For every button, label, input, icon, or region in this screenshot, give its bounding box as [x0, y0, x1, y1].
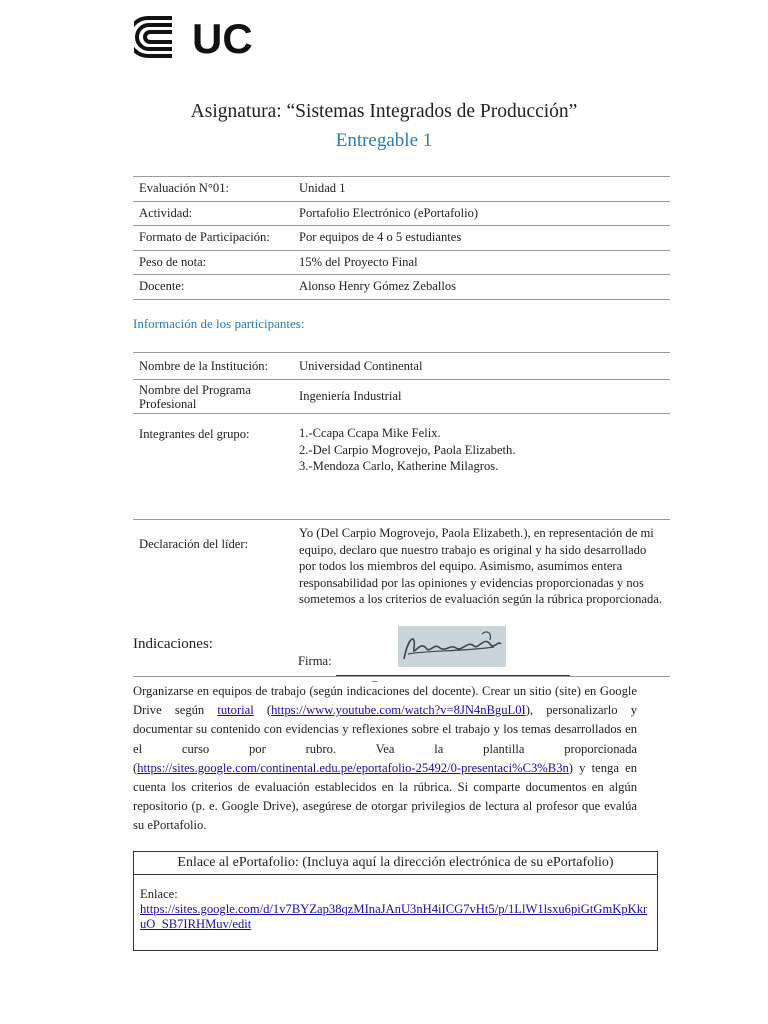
participants-table	[133, 352, 670, 643]
indications-text	[133, 682, 637, 836]
uc-logo	[134, 16, 264, 58]
link-box-body	[134, 875, 657, 932]
firma-label: Firma:	[298, 654, 332, 668]
logo-text: UC	[192, 16, 253, 58]
row-value: Portafolio Electrónico (ePortafolio)	[293, 201, 670, 226]
table-row	[133, 353, 670, 380]
institution-label: Nombre de la Institución:	[133, 353, 293, 380]
row-value: 15% del Proyecto Final	[293, 250, 670, 275]
table-row	[133, 414, 670, 520]
link-label: Enlace:	[140, 887, 178, 901]
leader-label: Declaración del líder:	[133, 520, 293, 644]
program-label	[133, 380, 293, 414]
signature-dash: _	[372, 671, 378, 683]
row-label: Evaluación N°01:	[133, 177, 293, 202]
indications-label: Indicaciones:	[133, 636, 213, 652]
table-row	[133, 201, 670, 226]
row-label: Docente:	[133, 275, 293, 300]
leader-declaration: Yo (Del Carpio Mogrovejo, Paola Elizabeth.), en representación de mi equipo, declaro que nuestro trabajo es original y ha sido desarrollado por todos los miembros del equipo. Asimismo, asumimos entera responsabilidad por las opiniones y evidencias proporcionadas y nos sometemos a los criterios de evaluación según la rúbrica proporcionada.	[293, 520, 670, 644]
template-link[interactable]: https://sites.google.com/continental.edu.pe/eportafolio-25492/0-presentaci%C3%B3n	[137, 760, 569, 775]
text-segment: Organizarse en equipos de trabajo (según indicaciones del docente). Crear un sitio (site) en Google Drive según	[133, 684, 637, 718]
page-subtitle: Entregable 1	[335, 130, 433, 151]
row-value: Por equipos de 4 o 5 estudiantes	[293, 226, 670, 251]
row-label: Actividad:	[133, 201, 293, 226]
row-label: Peso de nota:	[133, 250, 293, 275]
member-item: 2.-Del Carpio Mogrovejo, Paola Elizabeth.	[299, 442, 516, 457]
signature-image	[398, 626, 506, 667]
program-value: Ingeniería Industrial	[293, 380, 670, 414]
tutorial-link[interactable]: tutorial	[217, 703, 254, 718]
table-row	[133, 275, 670, 300]
row-value: Unidad 1	[293, 177, 670, 202]
institution-value: Universidad Continental	[293, 353, 670, 380]
table-row	[133, 226, 670, 251]
text-segment: ) y tenga en cuenta los criterios de evaluación establecidos en la rúbrica. Si comparte documentos en algún repositorio (p. e. Google Drive), asegúrese de otorgar privilegios de lectura al profesor que evalúa su ePortafolio.	[133, 760, 637, 833]
table-row	[133, 250, 670, 275]
eportfolio-link-box	[133, 851, 658, 951]
text-segment: ), personalizarlo y documentar su contenido con evidencias y reflexiones sobre el trabajo y los temas desarrollados en el curso por rubro. Vea la plantilla proporcionada (	[133, 703, 637, 775]
youtube-link[interactable]: https://www.youtube.com/watch?v=8JN4nBguL0I	[271, 703, 526, 718]
table-row	[133, 380, 670, 414]
row-label: Formato de Participación:	[133, 226, 293, 251]
members-list	[293, 414, 670, 520]
row-value: Alonso Henry Gómez Zeballos	[293, 275, 670, 300]
program-label-line-1: Nombre del Programa	[139, 382, 251, 397]
table-row	[133, 177, 670, 202]
page-title: Asignatura: “Sistemas Integrados de Producción”	[190, 101, 578, 122]
text-segment: (	[253, 703, 272, 718]
program-label-line-2: Profesional	[139, 396, 197, 411]
evaluation-table	[133, 176, 670, 300]
member-item: 1.-Ccapa Ccapa Mike Felix.	[299, 426, 441, 440]
eportfolio-link[interactable]: https://sites.google.com/d/1v7BYZap38qzMInaJAnU3nH4iICG7vHt5/p/1LlW1lsxu6piGtGmKpKkruO_SB7IRHMuv/edit	[140, 902, 648, 931]
member-item: 3.-Mendoza Carlo, Katherine Milagros.	[299, 459, 499, 473]
divider	[133, 676, 670, 677]
members-label: Integrantes del grupo:	[133, 414, 293, 520]
table-row	[133, 520, 670, 644]
link-box-heading: Enlace al ePortafolio: (Incluya aquí la dirección electrónica de su ePortafolio)	[134, 852, 657, 875]
participants-heading: Información de los participantes:	[133, 316, 305, 331]
